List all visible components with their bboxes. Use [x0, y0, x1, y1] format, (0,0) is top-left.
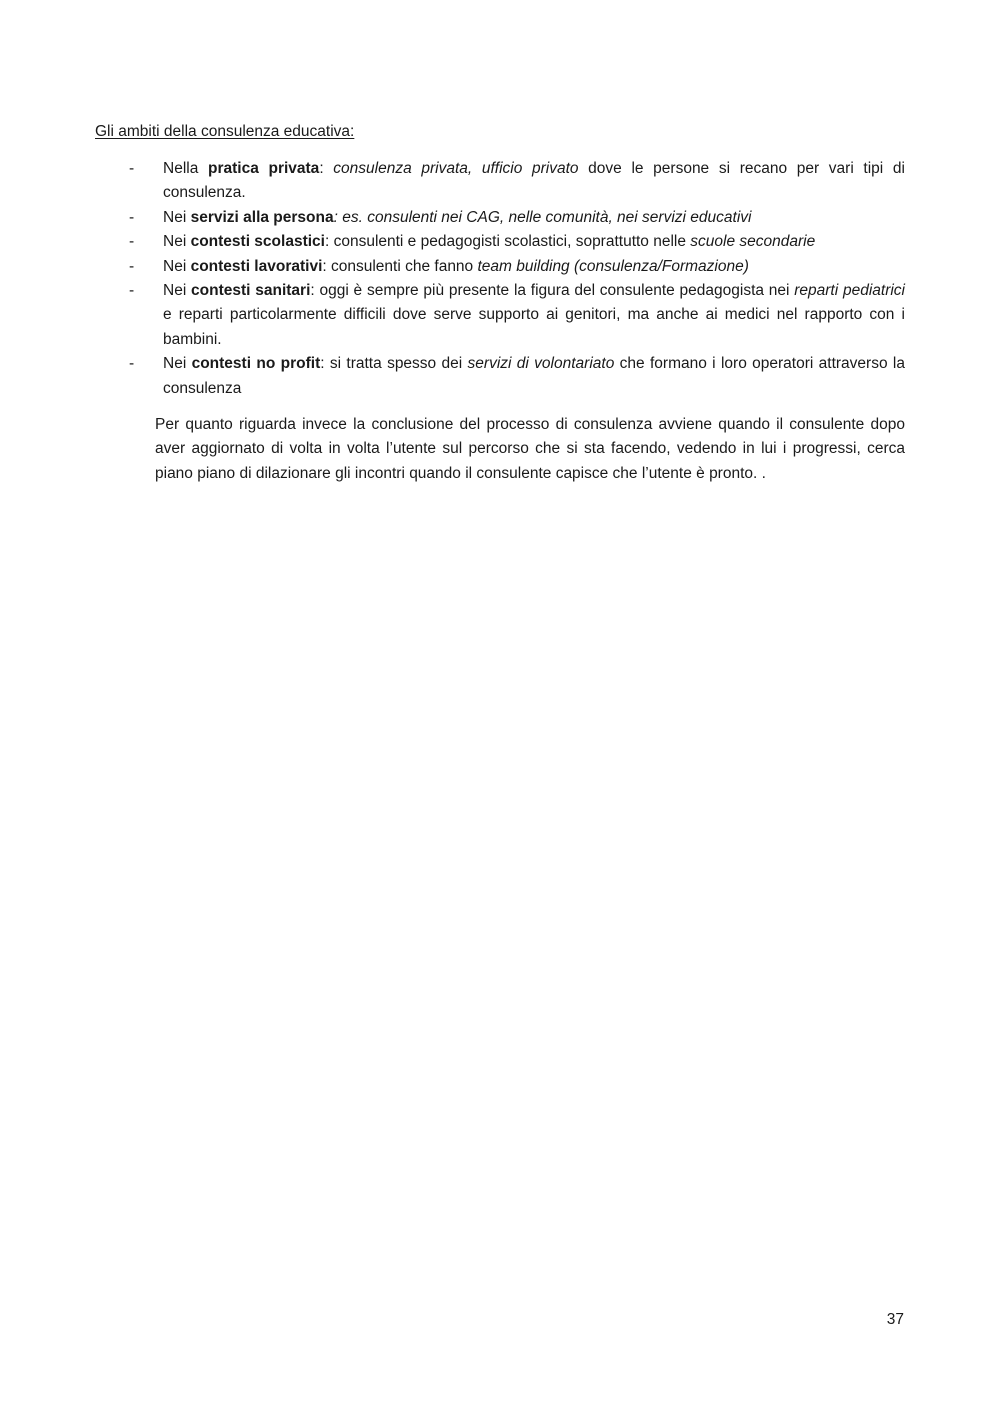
text-run-bold: pratica privata — [207, 160, 320, 177]
text-run-italic: servizi di volontariato — [467, 355, 615, 373]
section-heading: Gli ambiti della consulenza educativa: — [95, 123, 355, 140]
text-run: Nei — [163, 208, 191, 226]
text-run: che formano i loro operatori attraverso la consulenza — [163, 355, 905, 397]
bullet-text — [163, 352, 905, 401]
list-item — [127, 255, 905, 279]
text-run: : oggi è sempre più presente la figura del consulente pedagogista nei — [310, 282, 795, 300]
text-run-bold: servizi alla persona — [190, 208, 334, 226]
bullet-text — [163, 279, 905, 352]
bullet-marker: - — [129, 233, 135, 251]
bullet-marker: - — [129, 355, 135, 373]
page-number: 37 — [886, 1311, 904, 1328]
bullet-marker: - — [129, 282, 135, 300]
text-run-italic: reparti pediatrici — [794, 282, 905, 300]
list-item — [127, 352, 905, 401]
text-run: Nei — [163, 257, 191, 275]
text-run: dove le persone si recano per vari tipi di consulenza. — [163, 160, 905, 202]
text-run: : consulenti e pedagogisti scolastici, soprattutto nelle — [324, 233, 691, 251]
text-run: Nei — [163, 355, 192, 373]
text-run: Nei — [163, 233, 191, 251]
text-run-italic: team building (consulenza/Formazione) — [477, 257, 749, 275]
text-run: : consulenti che fanno — [322, 257, 478, 275]
text-run: e reparti particolarmente difficili dove serve supporto ai genitori, ma anche ai medici nel rapporto con i bambini. — [163, 306, 905, 348]
bullet-list — [127, 157, 905, 401]
text-run: Nei — [163, 282, 192, 300]
text-run-italic: scuole secondarie — [690, 233, 816, 251]
bullet-marker: - — [129, 208, 135, 226]
text-run: Nella — [163, 160, 208, 177]
text-run-italic: consulenza privata, ufficio privato — [333, 160, 579, 177]
list-item — [127, 230, 905, 254]
closing-paragraph: Per quanto riguarda invece la conclusione del processo di consulenza avviene quando il consulente dopo aver aggiornato di volta in volta l’utente sul percorso che si sta facendo, vedendo in lui i progressi, cerca piano piano di dilazionare gli incontri quando il consulente capisce che l’utente è pronto. . — [155, 416, 905, 482]
text-run-bold: contesti sanitari — [191, 282, 311, 300]
bullet-marker: - — [129, 257, 135, 275]
bullet-text — [163, 230, 905, 254]
bullet-text — [163, 157, 905, 206]
text-run-bold: contesti scolastici — [190, 233, 325, 251]
text-run-bold: contesti no profit — [191, 355, 321, 373]
list-item — [127, 206, 905, 230]
bullet-marker: - — [129, 160, 135, 177]
list-item — [127, 157, 905, 206]
bullet-text — [163, 255, 905, 279]
text-run: : si tratta spesso dei — [320, 355, 468, 373]
list-item — [127, 279, 905, 352]
text-run-bold: contesti lavorativi — [190, 257, 323, 275]
bullet-text — [163, 206, 905, 230]
text-run: : — [319, 160, 334, 177]
text-run-italic: : es. consulenti nei CAG, nelle comunità, nei servizi educativi — [333, 208, 752, 226]
